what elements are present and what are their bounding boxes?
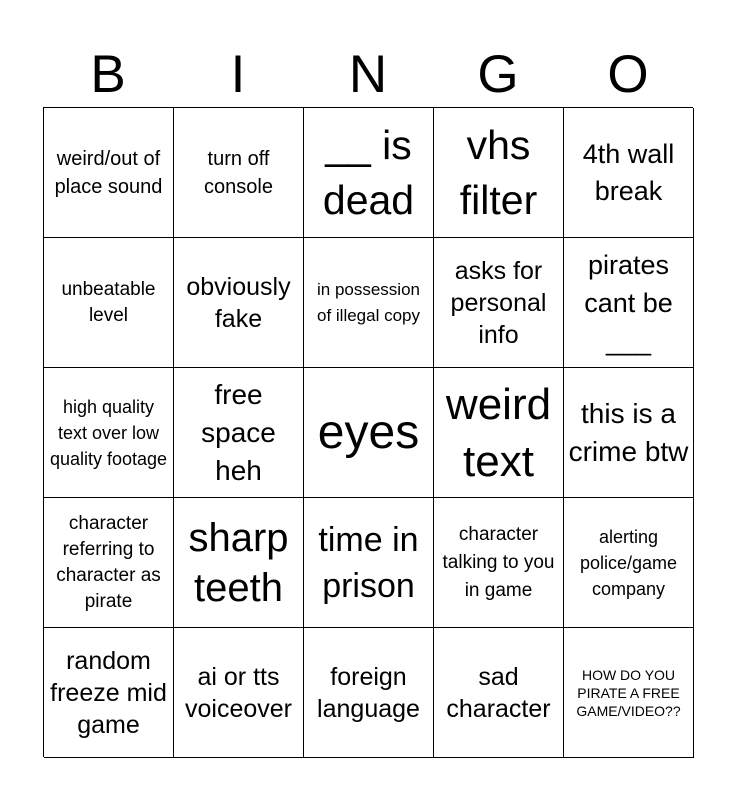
bingo-cell[interactable]: unbeatable level [44,238,174,368]
bingo-cell[interactable]: obviously fake [174,238,304,368]
bingo-cell[interactable]: high quality text over low quality footage [44,368,174,498]
header-letter-o: O [607,45,649,104]
bingo-cell[interactable]: alerting police/game company [564,498,694,628]
bingo-cell[interactable]: this is a crime btw [564,368,694,498]
bingo-cell[interactable]: character talking to you in game [434,498,564,628]
bingo-header [43,42,693,108]
bingo-cell[interactable]: __ is dead [304,108,434,238]
bingo-cell[interactable]: pirates cant be ___ [564,238,694,368]
bingo-cell[interactable]: sad character [434,628,564,758]
bingo-cell[interactable]: random freeze mid game [44,628,174,758]
header-letter-g: G [477,45,519,104]
header-letter-i: I [230,45,246,104]
bingo-grid [43,107,693,757]
bingo-cell[interactable]: weird/out of place sound [44,108,174,238]
bingo-cell[interactable]: free space heh [174,368,304,498]
bingo-cell[interactable]: time in prison [304,498,434,628]
bingo-cell[interactable]: vhs filter [434,108,564,238]
bingo-cell[interactable]: eyes [304,368,434,498]
header-letter-n: N [348,45,388,104]
header-letter-b: B [90,45,126,104]
bingo-cell[interactable]: 4th wall break [564,108,694,238]
bingo-cell[interactable]: HOW DO YOU PIRATE A FREE GAME/VIDEO?? [564,628,694,758]
bingo-cell[interactable]: asks for personal info [434,238,564,368]
bingo-cell[interactable]: sharp teeth [174,498,304,628]
bingo-cell[interactable]: turn off console [174,108,304,238]
bingo-cell[interactable]: in possession of illegal copy [304,238,434,368]
bingo-cell[interactable]: ai or tts voiceover [174,628,304,758]
bingo-cell[interactable]: character referring to character as pirate [44,498,174,628]
bingo-cell[interactable]: foreign language [304,628,434,758]
bingo-cell[interactable]: weird text [434,368,564,498]
